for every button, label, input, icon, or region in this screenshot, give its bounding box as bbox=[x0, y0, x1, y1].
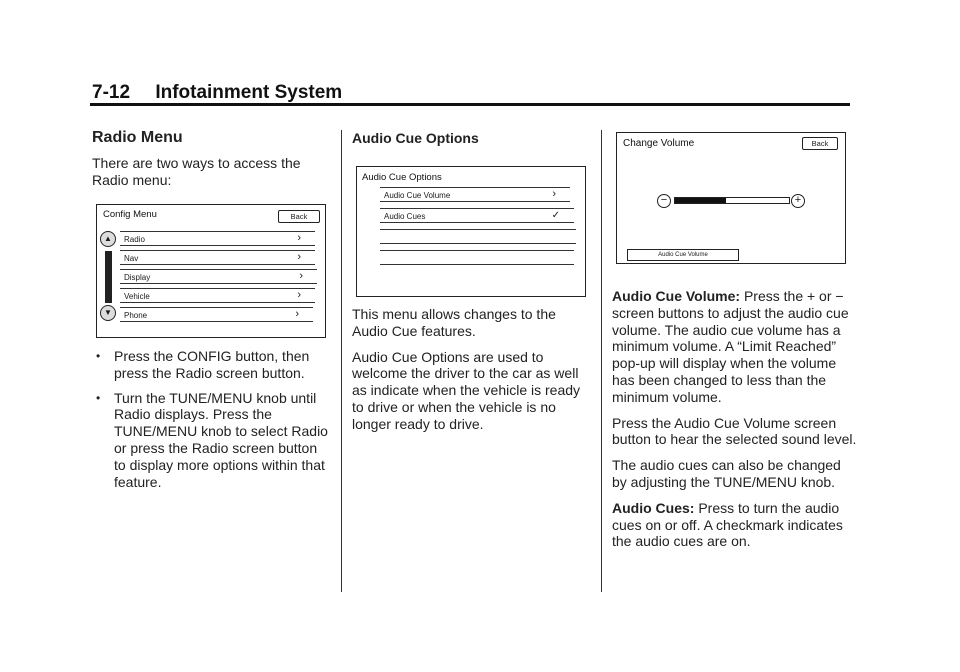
column-divider-1 bbox=[341, 130, 342, 592]
bullet-item bbox=[92, 348, 332, 382]
menu-item-phone[interactable] bbox=[120, 307, 313, 322]
page-number: 7-12 bbox=[92, 82, 131, 103]
column-1 bbox=[92, 130, 332, 197]
menu-item-empty bbox=[380, 229, 576, 244]
plus-icon[interactable]: + bbox=[791, 194, 805, 208]
audio-cue-volume-button-paragraph: Press the Audio Cue Volume screen button to hear the selected sound level. bbox=[612, 414, 857, 448]
audio-cue-options-title: Audio Cue Options bbox=[362, 172, 442, 183]
menu-item-empty bbox=[380, 250, 574, 265]
bullet-text: Turn the TUNE/MENU knob until Radio displays. Press the TUNE/MENU knob to select Radio or press the Radio screen button to display more options within that feature. bbox=[114, 389, 328, 490]
audio-cues-label: Audio Cues: bbox=[612, 499, 695, 516]
menu-item-label: Vehicle bbox=[124, 292, 150, 301]
audio-cue-volume-label: Audio Cue Volume: bbox=[612, 288, 741, 304]
column-2-heading-block bbox=[352, 130, 592, 147]
menu-item-radio[interactable] bbox=[120, 231, 315, 246]
scrollbar[interactable] bbox=[105, 251, 112, 303]
audio-cue-options-desc-1: This menu allows changes to the Audio Cue features. bbox=[352, 306, 556, 339]
menu-item-nav[interactable] bbox=[120, 250, 315, 265]
back-button[interactable]: Back bbox=[802, 137, 838, 150]
config-menu-screenshot bbox=[96, 204, 326, 338]
minus-icon[interactable]: − bbox=[657, 194, 671, 208]
bullet-glyph: • bbox=[96, 349, 101, 363]
chevron-right-icon: › bbox=[552, 188, 556, 200]
column-divider-2 bbox=[601, 130, 602, 592]
audio-cue-volume-paragraph bbox=[612, 288, 857, 406]
bullet-item bbox=[92, 390, 332, 491]
menu-item-label: Radio bbox=[124, 235, 145, 244]
menu-item-label: Display bbox=[124, 273, 151, 282]
menu-item-label: Audio Cues bbox=[384, 212, 426, 221]
config-menu-title: Config Menu bbox=[103, 209, 157, 220]
tune-menu-paragraph: The audio cues can also be changed by adjusting the TUNE/MENU knob. bbox=[612, 457, 841, 490]
menu-item-label: Audio Cue Volume bbox=[384, 191, 451, 200]
header-rule bbox=[90, 103, 850, 106]
audio-cue-options-screenshot bbox=[356, 166, 586, 297]
bullet-glyph: • bbox=[96, 390, 101, 405]
audio-cues-text: Press to turn the audio cues on or off. A checkmark indicates the audio cues are on. bbox=[612, 499, 843, 550]
checkmark-icon: ✓ bbox=[551, 210, 560, 221]
audio-cue-options-heading: Audio Cue Options bbox=[352, 130, 479, 146]
chevron-right-icon: › bbox=[297, 232, 301, 244]
audio-cues-paragraph bbox=[612, 500, 857, 550]
chevron-right-icon: › bbox=[297, 251, 301, 263]
section-title: Infotainment System bbox=[155, 82, 343, 103]
menu-item-label: Phone bbox=[124, 311, 148, 320]
change-volume-screenshot bbox=[616, 132, 846, 264]
chevron-right-icon: › bbox=[299, 270, 303, 282]
back-button[interactable]: Back bbox=[278, 210, 320, 223]
menu-item-vehicle[interactable] bbox=[120, 288, 315, 303]
change-volume-title: Change Volume bbox=[623, 138, 695, 149]
scroll-up-icon[interactable]: ▲ bbox=[100, 231, 116, 247]
radio-menu-heading: Radio Menu bbox=[92, 129, 183, 146]
radio-menu-intro: There are two ways to access the Radio menu: bbox=[92, 154, 301, 188]
radio-menu-bullets bbox=[92, 348, 332, 498]
bullet-text: Press the CONFIG button, then press the Radio screen button. bbox=[114, 348, 310, 381]
audio-cue-volume-text: Press the + or − screen buttons to adjust the audio cue volume. The audio cue volume has a minimum volume. A “Limit Reached” pop-up will display when the volume has been changed to less than the minimum volume. bbox=[612, 288, 849, 405]
menu-item-audio-cues[interactable] bbox=[380, 208, 574, 223]
column-3-text bbox=[612, 288, 857, 559]
audio-cue-options-desc-2: Audio Cue Options are used to welcome the driver to the car as well as indicate when the vehicle is ready to drive or when the vehicle is no longer ready to drive. bbox=[352, 348, 581, 432]
menu-item-display[interactable] bbox=[120, 269, 317, 284]
column-2-text bbox=[352, 306, 592, 442]
audio-cue-volume-button[interactable]: Audio Cue Volume bbox=[627, 249, 739, 261]
volume-fill bbox=[675, 198, 726, 203]
menu-item-audio-cue-volume[interactable] bbox=[380, 187, 570, 202]
scroll-down-icon[interactable]: ▼ bbox=[100, 305, 116, 321]
menu-item-label: Nav bbox=[124, 254, 139, 263]
chevron-right-icon: › bbox=[297, 289, 301, 301]
chevron-right-icon: › bbox=[295, 308, 299, 320]
volume-slider[interactable] bbox=[674, 197, 790, 204]
